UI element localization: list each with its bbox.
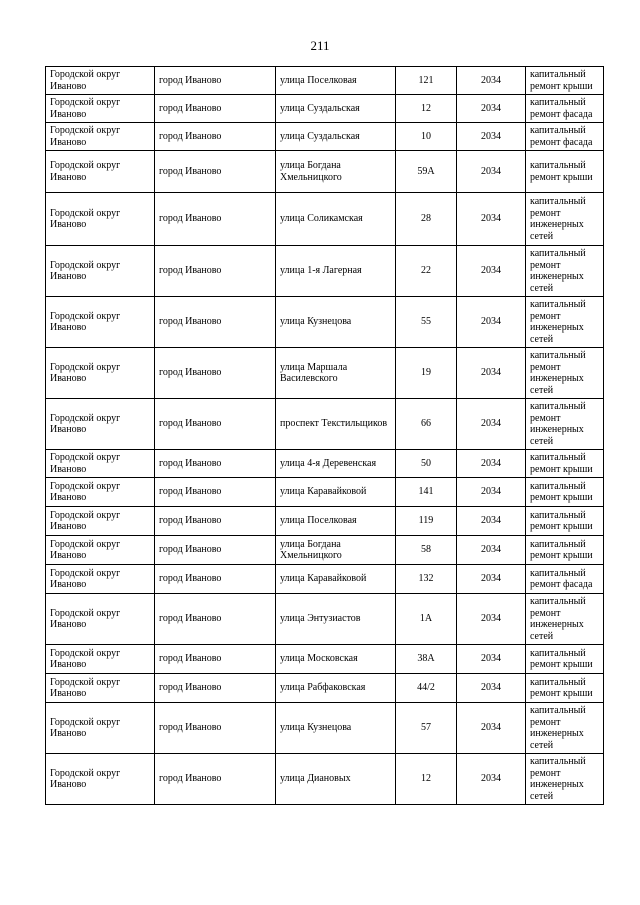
repair-schedule-table [45, 66, 604, 805]
work-type-cell: капитальный ремонт крыши [526, 151, 604, 193]
year-cell: 2034 [457, 297, 526, 348]
work-type-cell: капитальный ремонт инженерных сетей [526, 754, 604, 805]
street-cell: улица Кузнецова [276, 703, 396, 754]
street-cell: улица Каравайковой [276, 565, 396, 594]
table-body [46, 67, 604, 805]
settlement-cell: город Иваново [155, 123, 276, 151]
street-cell: улица Богдана Хмельницкого [276, 536, 396, 565]
work-type-cell: капитальный ремонт инженерных сетей [526, 297, 604, 348]
work-type-cell: капитальный ремонт инженерных сетей [526, 399, 604, 450]
year-cell: 2034 [457, 450, 526, 478]
house-number-cell: 121 [396, 67, 457, 95]
work-type-cell: капитальный ремонт крыши [526, 674, 604, 703]
house-number-cell: 50 [396, 450, 457, 478]
house-number-cell: 55 [396, 297, 457, 348]
year-cell: 2034 [457, 123, 526, 151]
settlement-cell: город Иваново [155, 674, 276, 703]
table-row [46, 674, 604, 703]
table-row [46, 246, 604, 297]
year-cell: 2034 [457, 151, 526, 193]
house-number-cell: 119 [396, 507, 457, 536]
year-cell: 2034 [457, 399, 526, 450]
street-cell: улица Богдана Хмельницкого [276, 151, 396, 193]
municipality-cell: Городской округ Иваново [46, 507, 155, 536]
year-cell: 2034 [457, 478, 526, 507]
street-cell: улица Кузнецова [276, 297, 396, 348]
municipality-cell: Городской округ Иваново [46, 674, 155, 703]
work-type-cell: капитальный ремонт фасада [526, 123, 604, 151]
table-row [46, 478, 604, 507]
year-cell: 2034 [457, 594, 526, 645]
municipality-cell: Городской округ Иваново [46, 151, 155, 193]
table-row [46, 754, 604, 805]
settlement-cell: город Иваново [155, 348, 276, 399]
street-cell: улица Соликамская [276, 193, 396, 246]
year-cell: 2034 [457, 645, 526, 674]
work-type-cell: капитальный ремонт крыши [526, 450, 604, 478]
work-type-cell: капитальный ремонт фасада [526, 565, 604, 594]
street-cell: улица Московская [276, 645, 396, 674]
table-row [46, 67, 604, 95]
municipality-cell: Городской округ Иваново [46, 67, 155, 95]
settlement-cell: город Иваново [155, 297, 276, 348]
table-row [46, 565, 604, 594]
table-row [46, 151, 604, 193]
street-cell: улица Энтузиастов [276, 594, 396, 645]
house-number-cell: 132 [396, 565, 457, 594]
settlement-cell: город Иваново [155, 246, 276, 297]
settlement-cell: город Иваново [155, 754, 276, 805]
house-number-cell: 12 [396, 754, 457, 805]
house-number-cell: 1А [396, 594, 457, 645]
house-number-cell: 66 [396, 399, 457, 450]
work-type-cell: капитальный ремонт крыши [526, 478, 604, 507]
year-cell: 2034 [457, 67, 526, 95]
work-type-cell: капитальный ремонт инженерных сетей [526, 193, 604, 246]
settlement-cell: город Иваново [155, 645, 276, 674]
work-type-cell: капитальный ремонт инженерных сетей [526, 246, 604, 297]
municipality-cell: Городской округ Иваново [46, 297, 155, 348]
municipality-cell: Городской округ Иваново [46, 246, 155, 297]
settlement-cell: город Иваново [155, 703, 276, 754]
table-row [46, 536, 604, 565]
table-row [46, 703, 604, 754]
work-type-cell: капитальный ремонт крыши [526, 507, 604, 536]
year-cell: 2034 [457, 703, 526, 754]
settlement-cell: город Иваново [155, 95, 276, 123]
municipality-cell: Городской округ Иваново [46, 399, 155, 450]
municipality-cell: Городской округ Иваново [46, 594, 155, 645]
street-cell: улица 1-я Лагерная [276, 246, 396, 297]
street-cell: улица Диановых [276, 754, 396, 805]
municipality-cell: Городской округ Иваново [46, 193, 155, 246]
table-row [46, 123, 604, 151]
street-cell: улица Каравайковой [276, 478, 396, 507]
street-cell: улица Рабфаковская [276, 674, 396, 703]
year-cell: 2034 [457, 536, 526, 565]
year-cell: 2034 [457, 348, 526, 399]
municipality-cell: Городской округ Иваново [46, 95, 155, 123]
table-row [46, 348, 604, 399]
municipality-cell: Городской округ Иваново [46, 348, 155, 399]
house-number-cell: 57 [396, 703, 457, 754]
settlement-cell: город Иваново [155, 67, 276, 95]
settlement-cell: город Иваново [155, 399, 276, 450]
house-number-cell: 22 [396, 246, 457, 297]
settlement-cell: город Иваново [155, 536, 276, 565]
street-cell: проспект Текстильщиков [276, 399, 396, 450]
work-type-cell: капитальный ремонт инженерных сетей [526, 348, 604, 399]
street-cell: улица 4-я Деревенская [276, 450, 396, 478]
table-row [46, 95, 604, 123]
table-row [46, 594, 604, 645]
year-cell: 2034 [457, 565, 526, 594]
settlement-cell: город Иваново [155, 478, 276, 507]
table-row [46, 450, 604, 478]
settlement-cell: город Иваново [155, 151, 276, 193]
municipality-cell: Городской округ Иваново [46, 703, 155, 754]
settlement-cell: город Иваново [155, 450, 276, 478]
street-cell: улица Суздальская [276, 123, 396, 151]
house-number-cell: 44/2 [396, 674, 457, 703]
municipality-cell: Городской округ Иваново [46, 450, 155, 478]
house-number-cell: 59А [396, 151, 457, 193]
house-number-cell: 38А [396, 645, 457, 674]
street-cell: улица Поселковая [276, 67, 396, 95]
page-number: 211 [310, 38, 330, 53]
settlement-cell: город Иваново [155, 507, 276, 536]
house-number-cell: 19 [396, 348, 457, 399]
street-cell: улица Поселковая [276, 507, 396, 536]
street-cell: улица Суздальская [276, 95, 396, 123]
table-row [46, 193, 604, 246]
house-number-cell: 141 [396, 478, 457, 507]
table-row [46, 399, 604, 450]
municipality-cell: Городской округ Иваново [46, 536, 155, 565]
table-row [46, 297, 604, 348]
work-type-cell: капитальный ремонт фасада [526, 95, 604, 123]
year-cell: 2034 [457, 246, 526, 297]
municipality-cell: Городской округ Иваново [46, 478, 155, 507]
house-number-cell: 12 [396, 95, 457, 123]
municipality-cell: Городской округ Иваново [46, 645, 155, 674]
year-cell: 2034 [457, 754, 526, 805]
municipality-cell: Городской округ Иваново [46, 565, 155, 594]
street-cell: улица Маршала Василевского [276, 348, 396, 399]
settlement-cell: город Иваново [155, 565, 276, 594]
house-number-cell: 58 [396, 536, 457, 565]
work-type-cell: капитальный ремонт крыши [526, 67, 604, 95]
year-cell: 2034 [457, 95, 526, 123]
settlement-cell: город Иваново [155, 594, 276, 645]
work-type-cell: капитальный ремонт инженерных сетей [526, 594, 604, 645]
table-row [46, 507, 604, 536]
year-cell: 2034 [457, 674, 526, 703]
table-row [46, 645, 604, 674]
house-number-cell: 28 [396, 193, 457, 246]
settlement-cell: город Иваново [155, 193, 276, 246]
municipality-cell: Городской округ Иваново [46, 754, 155, 805]
work-type-cell: капитальный ремонт крыши [526, 536, 604, 565]
year-cell: 2034 [457, 507, 526, 536]
municipality-cell: Городской округ Иваново [46, 123, 155, 151]
house-number-cell: 10 [396, 123, 457, 151]
work-type-cell: капитальный ремонт крыши [526, 645, 604, 674]
year-cell: 2034 [457, 193, 526, 246]
work-type-cell: капитальный ремонт инженерных сетей [526, 703, 604, 754]
